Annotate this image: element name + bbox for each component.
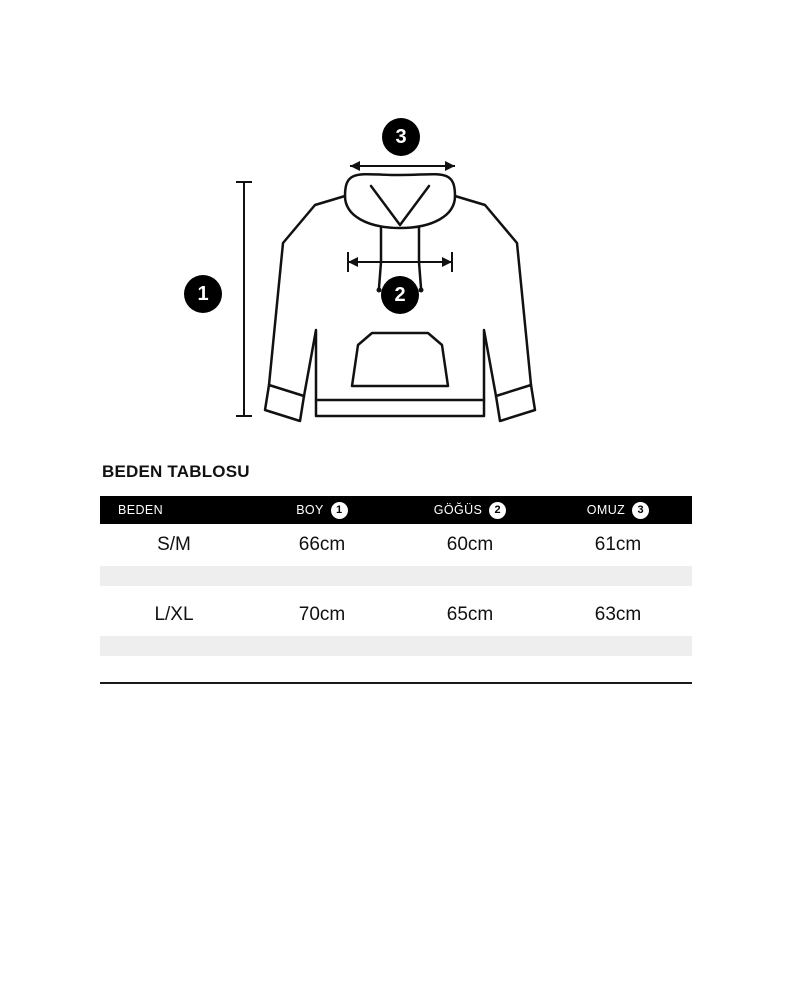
cell-omuz: 63cm — [544, 594, 692, 636]
column-header-gogus — [396, 496, 544, 524]
marker-badge-2: 2 — [381, 276, 419, 314]
size-diagram — [0, 0, 800, 450]
column-header-gogus-label: GÖĞÜS — [433, 503, 483, 517]
size-table — [100, 496, 692, 656]
cell-gogus: 60cm — [396, 524, 544, 566]
cell-beden: L/XL — [100, 594, 248, 636]
marker-badge-3: 3 — [382, 118, 420, 156]
marker-badge-1: 1 — [184, 275, 222, 313]
size-table-body — [100, 524, 692, 656]
cell-gogus: 65cm — [396, 594, 544, 636]
table-row — [100, 524, 692, 566]
column-header-boy — [248, 496, 396, 524]
measure-line-shoulder — [350, 161, 455, 171]
band-cell — [100, 566, 692, 586]
table-band-row — [100, 566, 692, 586]
measure-line-height — [236, 182, 252, 416]
table-band-row — [100, 636, 692, 656]
measure-line-chest — [348, 252, 452, 272]
hoodie-illustration — [0, 0, 800, 450]
column-badge-3: 3 — [632, 502, 649, 519]
cell-boy: 66cm — [248, 524, 396, 566]
gap-cell — [100, 586, 692, 594]
band-cell — [100, 636, 692, 656]
cell-boy: 70cm — [248, 594, 396, 636]
table-gap-row — [100, 586, 692, 594]
cell-omuz: 61cm — [544, 524, 692, 566]
size-table-title: BEDEN TABLOSU — [102, 462, 250, 481]
column-badge-1: 1 — [331, 502, 348, 519]
cell-beden: S/M — [100, 524, 248, 566]
bottom-divider — [100, 682, 692, 684]
table-row — [100, 594, 692, 636]
column-badge-2: 2 — [489, 502, 506, 519]
column-header-omuz-label: OMUZ — [586, 503, 626, 517]
column-header-beden — [100, 496, 248, 524]
table-header-row — [100, 496, 692, 524]
column-header-boy-label: BOY — [296, 503, 324, 517]
column-header-beden-label: BEDEN — [118, 503, 164, 517]
size-table-header — [100, 496, 692, 524]
column-header-omuz — [544, 496, 692, 524]
size-table-section — [100, 462, 692, 656]
